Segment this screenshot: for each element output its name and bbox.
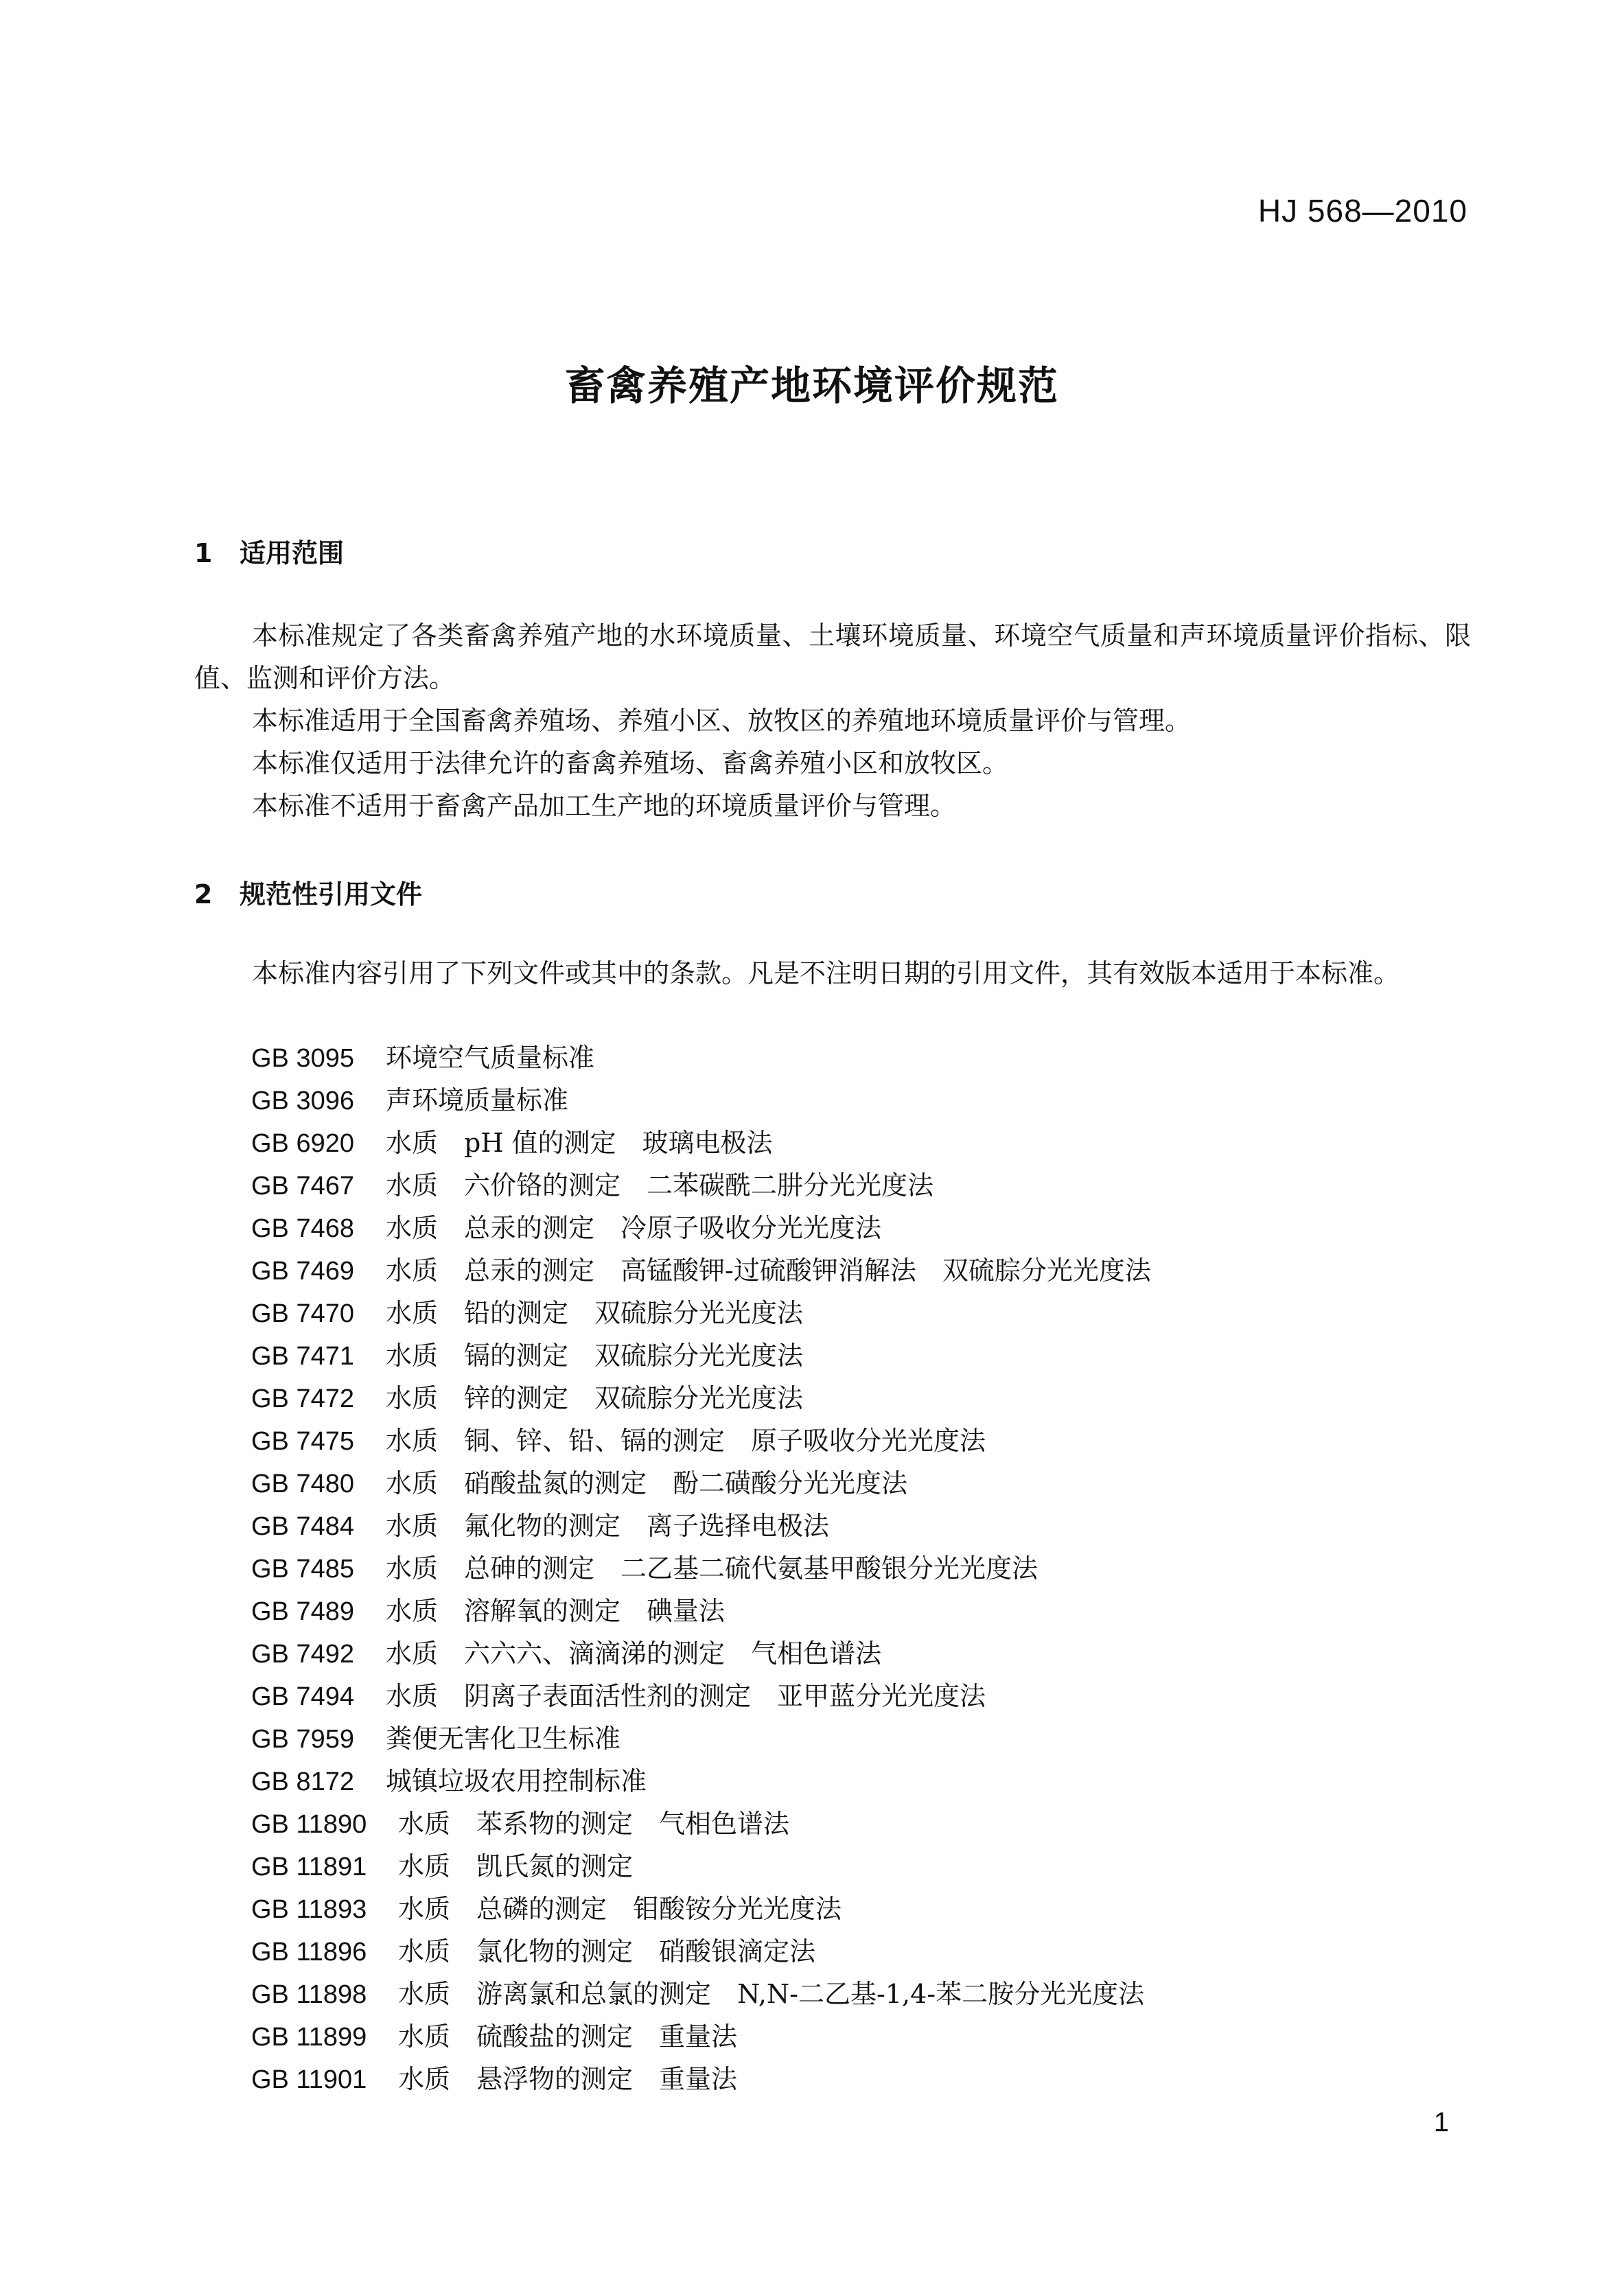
list-item: [251, 2015, 1151, 2058]
section-1-number: 1: [194, 538, 213, 568]
reference-title: 水质 游离氯和总氯的测定 N,N-二乙基-1,4-苯二胺分光光度法: [398, 1979, 1145, 2009]
section-2-number: 2: [194, 879, 213, 909]
list-item: [251, 1164, 1151, 1207]
reference-code: GB 11901: [251, 2065, 367, 2094]
reference-title: 水质 总汞的测定 高锰酸钾-过硫酸钾消解法 双硫腙分光光度法: [386, 1255, 1151, 1286]
reference-code: GB 11891: [251, 1853, 367, 1881]
section-1-body: [194, 614, 1471, 827]
paragraph: 本标准不适用于畜禽产品加工生产地的环境质量评价与管理。: [252, 791, 957, 821]
section-1-title: 适用范围: [240, 538, 345, 568]
paragraph: 本标准内容引用了下列文件或其中的条款。凡是不注明日期的引用文件，其有效版本适用于本标准。: [252, 958, 1400, 988]
list-item: [251, 1505, 1151, 1547]
reference-code: GB 7470: [251, 1299, 354, 1328]
list-item: [251, 1036, 1151, 1079]
reference-title: 水质 锌的测定 双硫腙分光光度法: [386, 1383, 804, 1413]
list-item: [251, 1760, 1151, 1802]
list-item: [251, 1462, 1151, 1505]
list-item: [251, 1888, 1151, 1930]
list-item: [251, 1845, 1151, 1888]
reference-code: GB 11893: [251, 1895, 367, 1924]
reference-title: 水质 铅的测定 双硫腙分光光度法: [386, 1298, 804, 1328]
reference-code: GB 7484: [251, 1512, 354, 1541]
reference-code: GB 11890: [251, 1810, 367, 1839]
list-item: [251, 1632, 1151, 1675]
reference-title: 水质 六价铬的测定 二苯碳酰二肼分光光度法: [386, 1170, 934, 1201]
list-item: [251, 1207, 1151, 1249]
reference-code: GB 7494: [251, 1682, 354, 1711]
reference-code: GB 11898: [251, 1980, 367, 2009]
list-item: [251, 1079, 1151, 1122]
list-item: [251, 1334, 1151, 1377]
list-item: [251, 1249, 1151, 1292]
list-item: [251, 1930, 1151, 1973]
reference-code: GB 7469: [251, 1257, 354, 1286]
list-item: [251, 1675, 1151, 1717]
reference-title: 水质 六六六、滴滴涕的测定 气相色谱法: [386, 1638, 882, 1669]
reference-title: 水质 总砷的测定 二乙基二硫代氨基甲酸银分光光度法: [386, 1553, 1039, 1584]
page-number: 1: [1433, 2107, 1449, 2137]
paragraph: 本标准仅适用于法律允许的畜禽养殖场、畜禽养殖小区和放牧区。: [252, 748, 1009, 778]
list-item: [251, 1717, 1151, 1760]
reference-title: 水质 溶解氧的测定 碘量法: [386, 1596, 726, 1626]
list-item: [251, 1973, 1151, 2015]
reference-code: GB 7472: [251, 1384, 354, 1413]
reference-code: GB 7485: [251, 1555, 354, 1584]
reference-title: 水质 阴离子表面活性剂的测定 亚甲蓝分光光度法: [386, 1681, 986, 1711]
section-2-heading: [194, 873, 422, 911]
list-item: [251, 1377, 1151, 1419]
reference-title: 水质 硝酸盐氮的测定 酚二磺酸分光光度法: [386, 1468, 908, 1498]
reference-title: 水质 总磷的测定 钼酸铵分光光度法: [398, 1894, 842, 1924]
reference-title: 水质 苯系物的测定 气相色谱法: [398, 1809, 790, 1839]
reference-code: GB 7492: [251, 1640, 354, 1669]
reference-title: 粪便无害化卫生标准: [386, 1724, 621, 1754]
reference-code: GB 8172: [251, 1767, 354, 1796]
reference-code: GB 7480: [251, 1470, 354, 1498]
reference-title: 水质 硫酸盐的测定 重量法: [398, 2021, 738, 2052]
reference-title: 环境空气质量标准: [386, 1043, 595, 1073]
paragraph: 本标准适用于全国畜禽养殖场、养殖小区、放牧区的养殖地环境质量评价与管理。: [252, 706, 1192, 736]
reference-title: 水质 铜、锌、铅、镉的测定 原子吸收分光光度法: [386, 1426, 986, 1456]
reference-title: 水质 镉的测定 双硫腙分光光度法: [386, 1341, 804, 1371]
list-item: [251, 1292, 1151, 1334]
document-title: 畜禽养殖产地环境评价规范: [564, 362, 1059, 409]
reference-code: GB 7489: [251, 1597, 354, 1626]
reference-code: GB 7468: [251, 1214, 354, 1243]
reference-code: GB 11899: [251, 2023, 367, 2052]
section-2-title: 规范性引用文件: [240, 879, 423, 909]
list-item: [251, 1547, 1151, 1590]
list-item: [251, 1590, 1151, 1632]
paragraph: 本标准规定了各类畜禽养殖产地的水环境质量、土壤环境质量、环境空气质量和声环境质量评价指标、限值、监测和评价方法。: [194, 621, 1471, 693]
section-1-heading: [194, 532, 344, 570]
list-item: [251, 2058, 1151, 2100]
reference-title: 声环境质量标准: [386, 1085, 569, 1115]
reference-title: 水质 氟化物的测定 离子选择电极法: [386, 1511, 830, 1541]
reference-title: 水质 总汞的测定 冷原子吸收分光光度法: [386, 1213, 882, 1243]
reference-title: 水质 凯氏氮的测定: [398, 1851, 634, 1881]
reference-code: GB 3096: [251, 1087, 354, 1115]
reference-list: [251, 1036, 1151, 2100]
reference-code: GB 3095: [251, 1044, 354, 1073]
list-item: [251, 1419, 1151, 1462]
reference-code: GB 7471: [251, 1342, 354, 1371]
reference-title: 城镇垃圾农用控制标准: [386, 1766, 647, 1796]
reference-title: 水质 氯化物的测定 硝酸银滴定法: [398, 1936, 816, 1967]
section-2-intro: [194, 952, 1471, 995]
reference-code: GB 7475: [251, 1427, 354, 1456]
reference-code: GB 11896: [251, 1938, 367, 1967]
reference-title: 水质 pH 值的测定 玻璃电极法: [386, 1128, 773, 1158]
reference-code: GB 7959: [251, 1725, 354, 1754]
reference-title: 水质 悬浮物的测定 重量法: [398, 2064, 738, 2094]
list-item: [251, 1122, 1151, 1164]
reference-code: GB 6920: [251, 1129, 354, 1158]
reference-code: GB 7467: [251, 1172, 354, 1201]
list-item: [251, 1802, 1151, 1845]
document-code: HJ 568—2010: [1257, 193, 1468, 229]
